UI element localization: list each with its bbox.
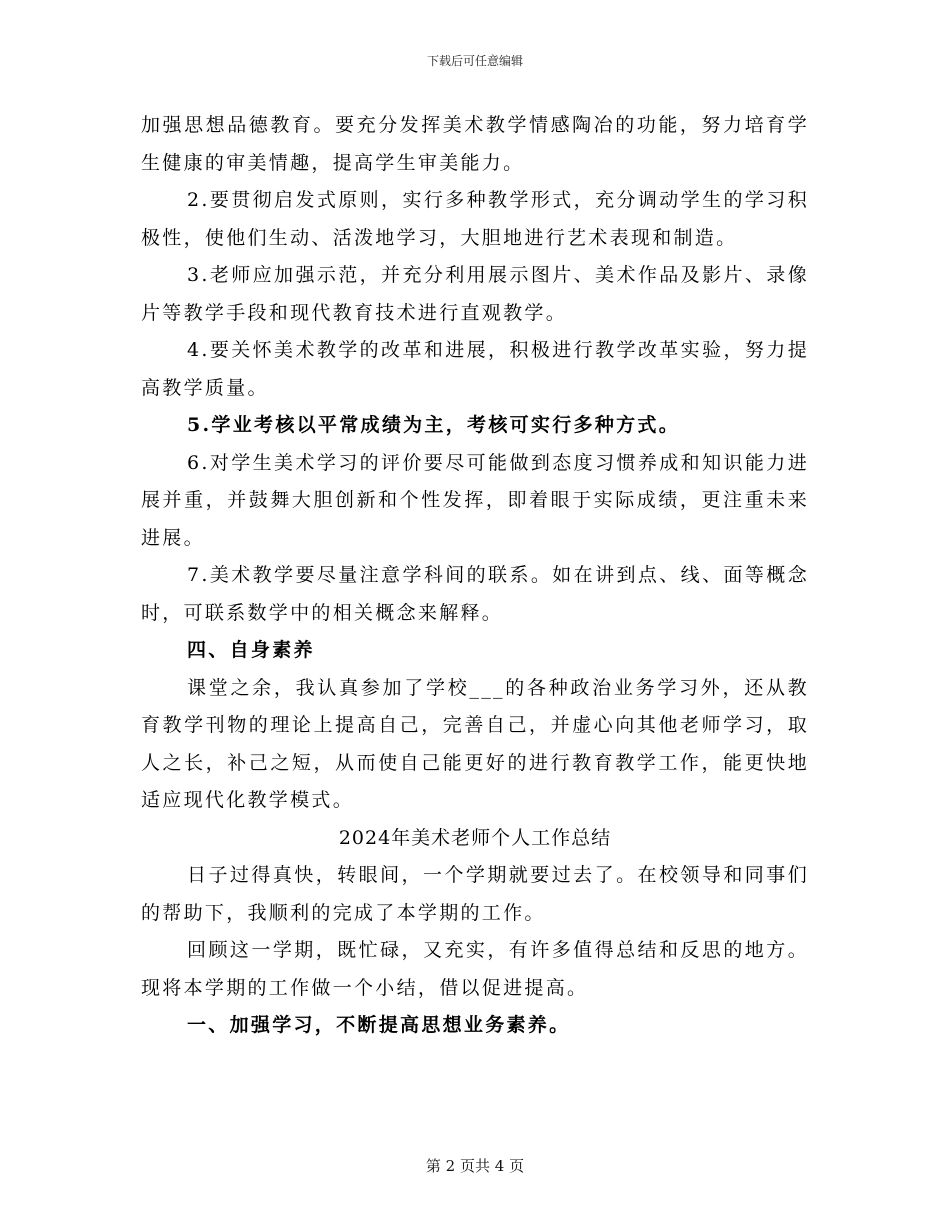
section-heading-study: 一、加强学习，不断提高思想业务素养。 xyxy=(187,1014,571,1036)
page-footer: 第 2 页共 4 页 xyxy=(425,1157,525,1175)
section-heading-self-cultivation: 四、自身素养 xyxy=(187,639,315,661)
paragraph-item-3: 3.老师应加强示范，并充分利用展示图片、美术作品及影片、录像片等教学手段和现代教育技术进行直观教学。 xyxy=(141,264,809,324)
page-header: 下载后可任意编辑 xyxy=(426,54,523,68)
paragraph-item-4: 4.要关怀美术教学的改革和进展，积极进行教学改革实验，努力提高教学质量。 xyxy=(141,339,809,399)
document-title: 2024年美术老师个人工作总结 xyxy=(338,826,612,849)
document-body xyxy=(141,107,809,1045)
paragraph-intro: 日子过得真快，转眼间，一个学期就要过去了。在校领导和同事们的帮助下，我顺利的完成了本学期的工作。 xyxy=(141,864,809,924)
paragraph-moral-education: 加强思想品德教育。要充分发挥美术教学情感陶冶的功能，努力培育学生健康的审美情趣，提高学生审美能力。 xyxy=(141,114,809,174)
paragraph-item-7: 7.美术教学要尽量注意学科间的联系。如在讲到点、线、面等概念时，可联系数学中的相关概念来解释。 xyxy=(141,564,809,624)
paragraph-item-6: 6.对学生美术学习的评价要尽可能做到态度习惯养成和知识能力进展并重，并鼓舞大胆创新和个性发挥，即着眼于实际成绩，更注重未来进展。 xyxy=(141,451,809,549)
paragraph-review: 回顾这一学期，既忙碌，又充实，有许多值得总结和反思的地方。现将本学期的工作做一个小结，借以促进提高。 xyxy=(141,939,809,999)
paragraph-item-2: 2.要贯彻启发式原则，实行多种教学形式，充分调动学生的学习积极性，使他们生动、活泼地学习，大胆地进行艺术表现和制造。 xyxy=(141,189,809,249)
paragraph-item-5: 5.学业考核以平常成绩为主，考核可实行多种方式。 xyxy=(187,414,681,436)
paragraph-self-cultivation: 课堂之余，我认真参加了学校___的各种政治业务学习外，还从教育教学刊物的理论上提高自己，完善自己，并虚心向其他老师学习，取人之长，补己之短，从而使自己能更好的进行教育教学工作，能更快地适应现代化教学模式。 xyxy=(141,676,809,811)
